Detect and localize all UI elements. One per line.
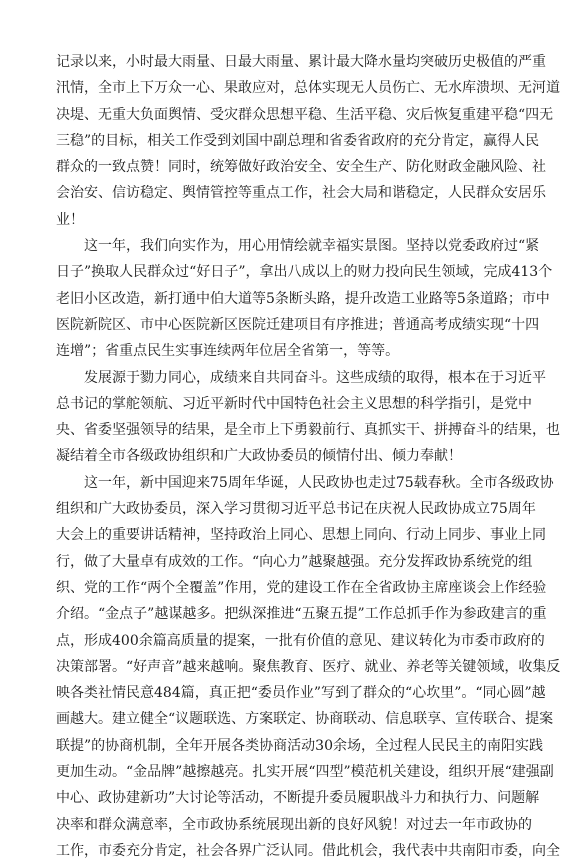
text-line: 这一年，新中国迎来75周年华诞，人民政协也走过75载春秋。全市各级政协	[84, 474, 554, 491]
text-line: 点，形成400余篇高质量的提案，一批有价值的意见、建议转化为市委市政府的	[56, 632, 545, 649]
text-line: 映各类社情民意484篇，真正把“委员作业”写到了群众的“心坎里”。“同心圆”越	[56, 685, 546, 702]
text-line: 行，做了大量卓有成效的工作。“向心力”越聚越强。充分发挥政协系统党的组	[56, 553, 533, 570]
text-line: 组织和广大政协委员，深入学习贯彻习近平总书记在庆祝人民政协成立75周年	[56, 501, 536, 518]
text-line: 决率和群众满意率，全市政协系统展现出新的良好风貌！对过去一年市政协的	[56, 816, 532, 833]
text-line: 联提”的协商机制，全年开展各类协商活动30余场，全过程人民民主的南阳实践	[56, 737, 543, 754]
text-line: 医院新院区、市中心医院新区医院迁建项目有序推进；普通高考成绩实现“十四	[56, 316, 540, 333]
text-line: 三稳”的目标，相关工作受到刘国中副总理和省委省政府的充分肯定，赢得人民	[56, 132, 540, 149]
text-line: 工作，市委充分肯定，社会各界广泛认同。借此机会，我代表中共南阳市委，向全	[56, 842, 560, 859]
text-line: 凝结着全市各级政协组织和广大政协委员的倾情付出、倾力奉献！	[56, 448, 462, 465]
text-line: 介绍。“金点子”越谋越多。把纵深推进“五聚五提”工作总抓手作为参政建言的重	[56, 606, 547, 623]
text-line: 央、省委坚强领导的结果，是全市上下勇毅前行、真抓实干、拼搏奋斗的结果，也	[56, 422, 560, 439]
text-line: 决堤、无重大负面舆情、受灾群众思想平稳、生活平稳、灾后恢复重建平稳“四无	[56, 106, 554, 123]
paragraph	[56, 470, 561, 864]
paragraph	[56, 49, 560, 233]
text-line: 决策部署。“好声音”越来越响。聚焦教育、医疗、就业、养老等关键领域，收集反	[56, 658, 561, 675]
text-line: 汛情，全市上下万众一心、果敢应对，总体实现无人员伤亡、无水库溃坝、无河道	[56, 80, 560, 97]
text-line: 更加生动。“金品牌”越擦越亮。扎实开展“四型”模范机关建设，组织开展“建强副	[56, 764, 554, 781]
document-body	[56, 49, 561, 864]
text-line: 大会上的重要讲话精神，坚持政治上同心、思想上同向、行动上同步、事业上同	[56, 527, 546, 544]
text-line: 业！	[56, 211, 84, 228]
text-line: 发展源于勠力同心，成绩来自共同奋斗。这些成绩的取得，根本在于习近平	[84, 369, 546, 386]
text-line: 中心、政协建新功”大讨论等活动，不断提升委员履职战斗力和执行力、问题解	[56, 790, 540, 807]
paragraph	[56, 233, 553, 364]
text-line: 织、党的工作“两个全覆盖”作用，党的建设工作在全省政协主席座谈会上作经验	[56, 579, 547, 596]
text-line: 这一年，我们向实作为，用心用情绘就幸福实景图。坚持以党委政府过“紧	[84, 238, 540, 255]
text-line: 群众的一致点赞！同时，统筹做好政治安全、安全生产、防化财政金融风险、社	[56, 159, 546, 176]
text-line: 会治安、信访稳定、舆情管控等重点工作，社会大局和谐稳定，人民群众安居乐	[56, 185, 546, 202]
text-line: 连增”；省重点民生实事连续两年位居全省第一，等等。	[56, 343, 400, 360]
paragraph	[56, 365, 560, 470]
text-line: 画越大。建立健全“议题联选、方案联定、协商联动、信息联享、宣传联合、提案	[56, 711, 554, 728]
text-line: 老旧小区改造，新打通中伯大道等5条断头路，提升改造工业路等5条道路；市中	[56, 290, 550, 307]
text-line: 日子”换取人民群众过“好日子”，拿出八成以上的财力投向民生领域，完成413个	[56, 264, 553, 281]
text-line: 记录以来，小时最大雨量、日最大雨量、累计最大降水量均突破历史极值的严重	[56, 54, 546, 70]
text-line: 总书记的掌舵领航、习近平新时代中国特色社会主义思想的科学指引，是党中	[56, 395, 532, 412]
